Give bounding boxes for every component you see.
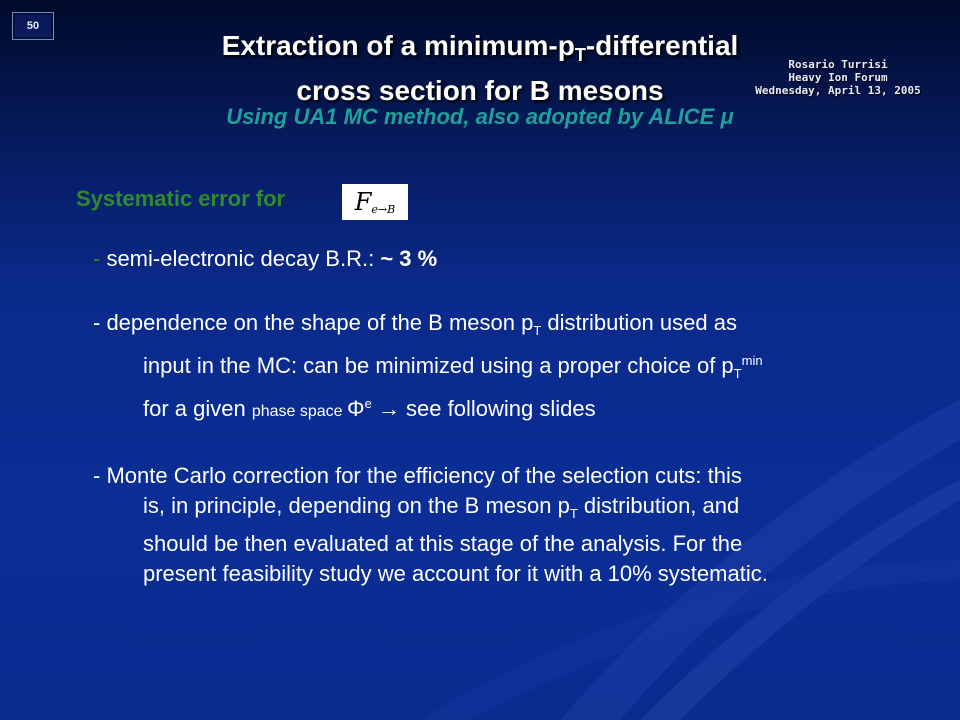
bullet-text: distribution used as <box>541 310 737 335</box>
superscript: min <box>741 353 763 368</box>
bullet-text: → see following slides <box>371 396 596 421</box>
title-text-a: Extraction of a minimum-p <box>221 30 575 61</box>
author-name: Rosario Turrisi <box>788 58 888 71</box>
slide-subtitle: Using UA1 MC method, also adopted by ALICE μ <box>226 104 734 129</box>
title-text-b: -differential <box>585 30 739 61</box>
bullet-text: semi-electronic decay B.R.: <box>100 246 381 271</box>
bullet-text: - dependence on the shape of the B meson p <box>93 310 534 335</box>
section-heading: Systematic error for <box>76 186 286 211</box>
bullet-list <box>93 244 913 589</box>
slide-number-badge <box>12 12 54 40</box>
bullet-text: is, in principle, depending on the B meson p <box>143 493 570 518</box>
bullet-line <box>93 389 913 427</box>
bullet-line: should be then evaluated at this stage of the analysis. For the <box>143 531 743 556</box>
phi-symbol: Φ <box>347 396 365 421</box>
formula-image <box>342 184 408 220</box>
title-line-1 <box>130 28 830 73</box>
bullet-item-pt-shape <box>93 308 913 427</box>
bullet-value: ~ 3 % <box>380 246 438 271</box>
author-event: Heavy Ion Forum <box>788 71 888 84</box>
title-line-2: cross section for B mesons <box>296 75 664 106</box>
subscript: T <box>569 506 578 521</box>
bullet-line <box>93 346 913 389</box>
bullet-dash: - <box>93 246 101 271</box>
bullet-line: - Monte Carlo correction for the efficiency of the selection cuts: this <box>93 463 742 488</box>
bullet-item-mc-correction <box>93 461 913 589</box>
bullet-text-small: phase space <box>251 403 348 420</box>
formula-subscript: e→B <box>371 202 396 216</box>
author-date: Wednesday, April 13, 2005 <box>755 84 921 97</box>
bullet-line <box>93 308 913 346</box>
bullet-text: input in the MC: can be minimized using a proper choice of p <box>143 353 734 378</box>
author-block <box>748 58 928 97</box>
bullet-line: present feasibility study we account for it with a 10% systematic. <box>143 561 768 586</box>
bullet-text: distribution, and <box>577 493 740 518</box>
superscript: e <box>364 396 372 411</box>
title-subscript: T <box>574 45 586 65</box>
subscript: T <box>733 366 742 381</box>
subscript: T <box>533 323 542 338</box>
slide-title <box>130 28 830 109</box>
bullet-text: for a given <box>143 396 252 421</box>
formula-main: F <box>354 188 372 216</box>
bullet-line <box>93 491 913 529</box>
bullet-item-branching-ratio <box>93 244 913 274</box>
slide-number: 50 <box>26 20 40 32</box>
